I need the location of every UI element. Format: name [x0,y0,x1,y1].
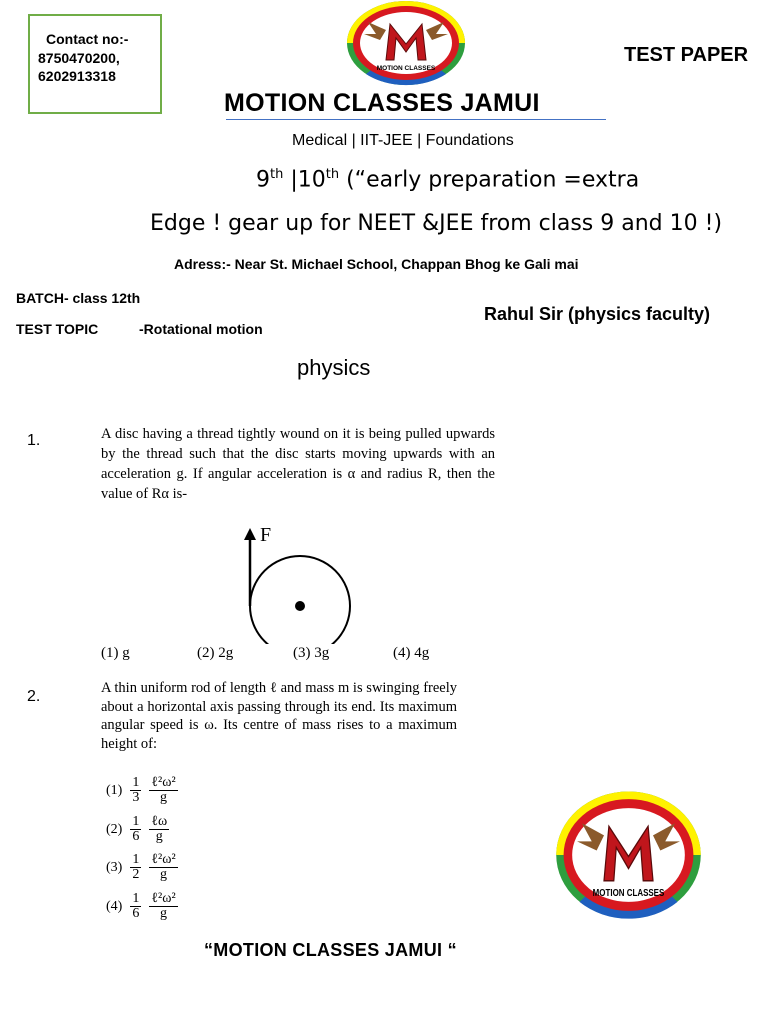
logo-text-bottom: MOTION CLASSES [592,887,665,899]
question-2-number: 2. [27,688,41,705]
force-arrow-icon [244,528,256,540]
teacher-name: Rahul Sir (physics faculty) [484,304,711,324]
batch-label: BATCH- class 12th [16,290,141,306]
topic-label: TEST TOPIC [16,321,99,337]
question-2-text: A thin uniform rod of length ℓ and mass m is swinging freely about a horizontal axis passing through its end. Its maximum angular speed is ω. Its centre of mass rises to a maximum height of: [101,680,457,752]
contact-number-2: 6202913318 [38,68,116,84]
title-underline [226,119,606,120]
topic-value: -Rotational motion [139,321,263,337]
contact-number-1: 8750470200, [38,50,120,66]
address: Adress:- Near St. Michael School, Chappan Bhog ke Gali mai [174,256,579,272]
q1-option-4: (4) 4g [393,645,430,661]
question-1-number: 1. [27,432,41,449]
q2-option-1: (1) $\frac{1}{3}$ $\frac{\text{ℓ²ω²}}{g}$ [106,775,176,805]
force-label: F [260,524,272,546]
logo-text: MOTION CLASSES [376,65,436,72]
q1-option-3: (3) 3g [293,645,330,661]
tagline: Medical | IIT-JEE | Foundations [292,132,514,149]
q2-option-2: (2) $\frac{1}{6}$ $\frac{\text{ℓω}}{g}$ [106,814,168,844]
q1-option-1: (1) g [101,645,130,661]
motion-classes-logo [346,0,466,86]
promo-line-1: 9th |10th (“early preparation =extra [256,167,640,193]
question-1-options [101,645,429,662]
institute-name: MOTION CLASSES JAMUI [224,89,540,117]
q2-option-4: (4) $\frac{1}{6}$ $\frac{\text{ℓ²ω²}}{g}$ [106,891,176,921]
subject-heading: physics [297,355,371,380]
footer-title: “MOTION CLASSES JAMUI “ [204,940,457,960]
promo-line-2: Edge ! gear up for NEET &JEE from class 9 and 10 !) [150,211,723,236]
question-1-text: A disc having a thread tightly wound on it is being pulled upwards by the thread such that the disc starts moving upwards with an acceleration g. If angular acceleration is α and radius R, then the value of Rα is- [101,426,495,502]
q1-option-2: (2) 2g [197,645,234,661]
disc-center-dot [295,601,305,611]
q2-option-3: (3) $\frac{1}{2}$ $\frac{\text{ℓ²ω²}}{g}$ [106,852,176,882]
contact-title: Contact no:- [46,31,129,47]
disc-figure [234,524,364,644]
motion-classes-logo-bottom [555,790,702,920]
test-paper-title: TEST PAPER [624,44,749,66]
